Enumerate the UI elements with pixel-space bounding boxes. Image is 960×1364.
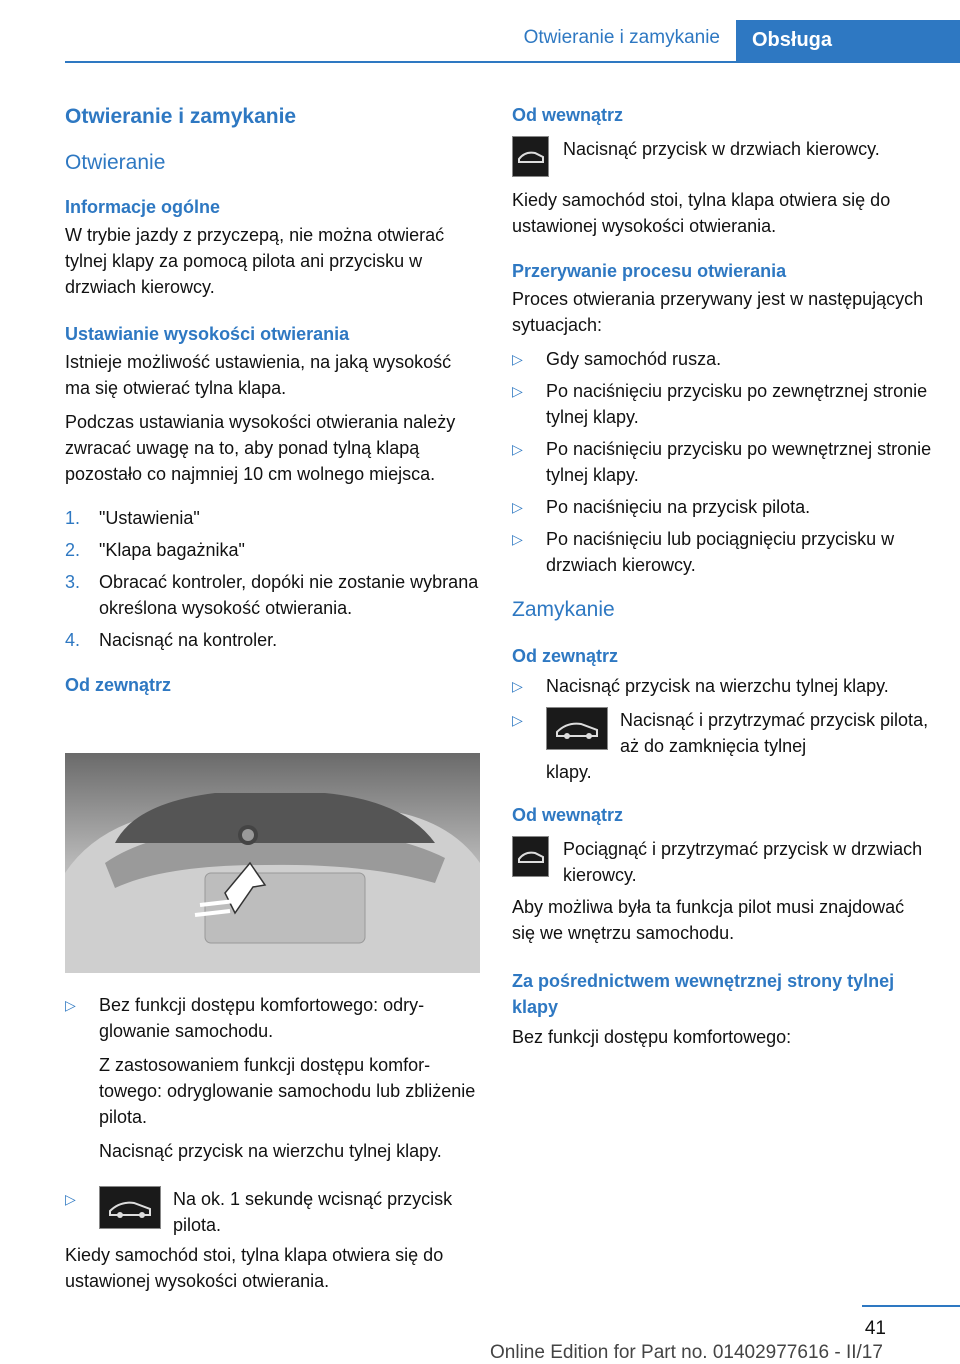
close-inside-row <box>512 836 932 888</box>
list-item <box>65 992 480 1164</box>
inside-after: Kiedy samochód stoi, tylna klapa otwiera się do ustawionej wysokości otwierania. <box>512 190 891 236</box>
close-inside-text: Pociągnąć i przytrzymać przycisk w drzwiach kierowcy. <box>563 839 923 885</box>
trunk-button-icon <box>546 707 608 750</box>
triangle-right-icon: ▷ <box>65 997 76 1013</box>
trunk-button-icon <box>512 836 549 877</box>
header-chapter-tab: Obsługa <box>736 20 960 62</box>
page-title: Otwieranie i zamykanie <box>65 105 297 128</box>
triangle-right-icon: ▷ <box>512 678 523 694</box>
after-text: Kiedy samochód stoi, tylna klapa otwiera się do ustawionej wysokości otwierania. <box>65 1245 444 1291</box>
height-text-1: Istnieje możliwość ustawienia, na jaką wysokość ma się otwierać tylna klapa. <box>65 352 452 398</box>
list-item: 1. "Ustawienia" <box>65 508 200 528</box>
list-item: ▷ Po naciśnięciu na przycisk pilota. <box>512 494 932 520</box>
general-text: W trybie jazdy z przyczepą, nie można otwierać tylnej klapy za pomocą pilota ani przycisku w drzwiach kierowcy. <box>65 225 445 297</box>
right-column <box>512 100 932 1050</box>
left-column <box>65 100 480 696</box>
triangle-right-icon: ▷ <box>512 383 523 399</box>
section-opening: Otwieranie <box>65 151 166 174</box>
bullet-text: klapy. <box>546 762 592 782</box>
interrupt-text: Proces otwierania przerywany jest w następujących sytuacjach: <box>512 289 924 335</box>
bullet-text: Bez funkcji dostępu komfortowego: odryglowanie samochodu. <box>99 995 425 1041</box>
general-heading: Informacje ogólne <box>65 197 221 217</box>
list-item: ▷ Nacisnąć przycisk na wierzchu tylnej klapy. <box>512 673 932 699</box>
interrupt-heading: Przerywanie procesu otwierania <box>512 261 787 281</box>
inside-text: Nacisnąć przycisk w drzwiach kierowcy. <box>563 139 880 159</box>
footer-rule <box>862 1305 960 1307</box>
trunk-button-icon <box>99 1186 161 1229</box>
interrupt-list <box>512 346 932 578</box>
triangle-right-icon: ▷ <box>512 441 523 457</box>
page-number: 41 <box>864 1318 886 1339</box>
bullet-subtext: Nacisnąć przycisk na wierzchu tylnej klapy. <box>99 1141 442 1161</box>
inside-row <box>512 136 932 177</box>
list-item <box>65 1186 480 1238</box>
tailgate-illustration <box>65 753 480 973</box>
steps-list <box>65 505 480 653</box>
outside-heading: Od zewnątrz <box>65 675 172 695</box>
bullet-text: Na ok. 1 sekundę wcisnąć przycisk pilota. <box>173 1189 453 1235</box>
bullet-subtext: Z zastosowaniem funkcji dostępu komfortowego: odryglowanie samochodu lub zbliżenie pilota. <box>99 1055 476 1127</box>
header-section: Otwieranie i zamykanie <box>523 27 720 48</box>
via-text: Bez funkcji dostępu komfortowego: <box>512 1027 792 1047</box>
triangle-right-icon: ▷ <box>512 351 523 367</box>
triangle-right-icon: ▷ <box>65 1191 76 1207</box>
close-inside-heading: Od wewnątrz <box>512 805 624 825</box>
close-outside-heading: Od zewnątrz <box>512 646 619 666</box>
list-item: ▷ Po naciśnięciu przycisku po zewnętrznej stronie tylnej klapy. <box>512 378 932 430</box>
list-item <box>512 707 932 785</box>
height-text-2: Podczas ustawiania wysokości otwierania należy zwracać uwagę na to, aby ponad tylną klapą pozostało co najmniej 10 cm wolnego miejsca. <box>65 412 456 484</box>
list-item: ▷ Po naciśnięciu przycisku po wewnętrznej stronie tylnej klapy. <box>512 436 932 488</box>
triangle-right-icon: ▷ <box>512 531 523 547</box>
trunk-button-icon <box>512 136 549 177</box>
close-inside-after: Aby możliwa była ta funkcja pilot musi znajdować się we wnętrzu samochodu. <box>512 897 905 943</box>
triangle-right-icon: ▷ <box>512 712 523 728</box>
list-item: ▷ Po naciśnięciu lub pociągnięciu przycisku w drzwiach kierowcy. <box>512 526 932 578</box>
inside-heading: Od wewnątrz <box>512 105 624 125</box>
left-bullets <box>65 992 480 1294</box>
height-heading: Ustawianie wysokości otwierania <box>65 324 350 344</box>
list-item: ▷ Gdy samochód rusza. <box>512 346 932 372</box>
section-closing: Zamykanie <box>512 598 615 621</box>
list-item: 3. Obracać kontroler, dopóki nie zostanie wybrana określona wysokość otwierania. <box>65 572 479 618</box>
bullet-text: Nacisnąć i przytrzymać przycisk pilota, aż do zamknięcia tylnej <box>620 710 929 756</box>
edition-note: Online Edition for Part no. 01402977616 - II/17 <box>490 1342 883 1363</box>
triangle-right-icon: ▷ <box>512 499 523 515</box>
list-item: 4. Nacisnąć na kontroler. <box>65 630 278 650</box>
via-heading: Za pośrednictwem wewnętrznej strony tylnej klapy <box>512 971 895 1017</box>
list-item: 2. "Klapa bagażnika" <box>65 540 245 560</box>
